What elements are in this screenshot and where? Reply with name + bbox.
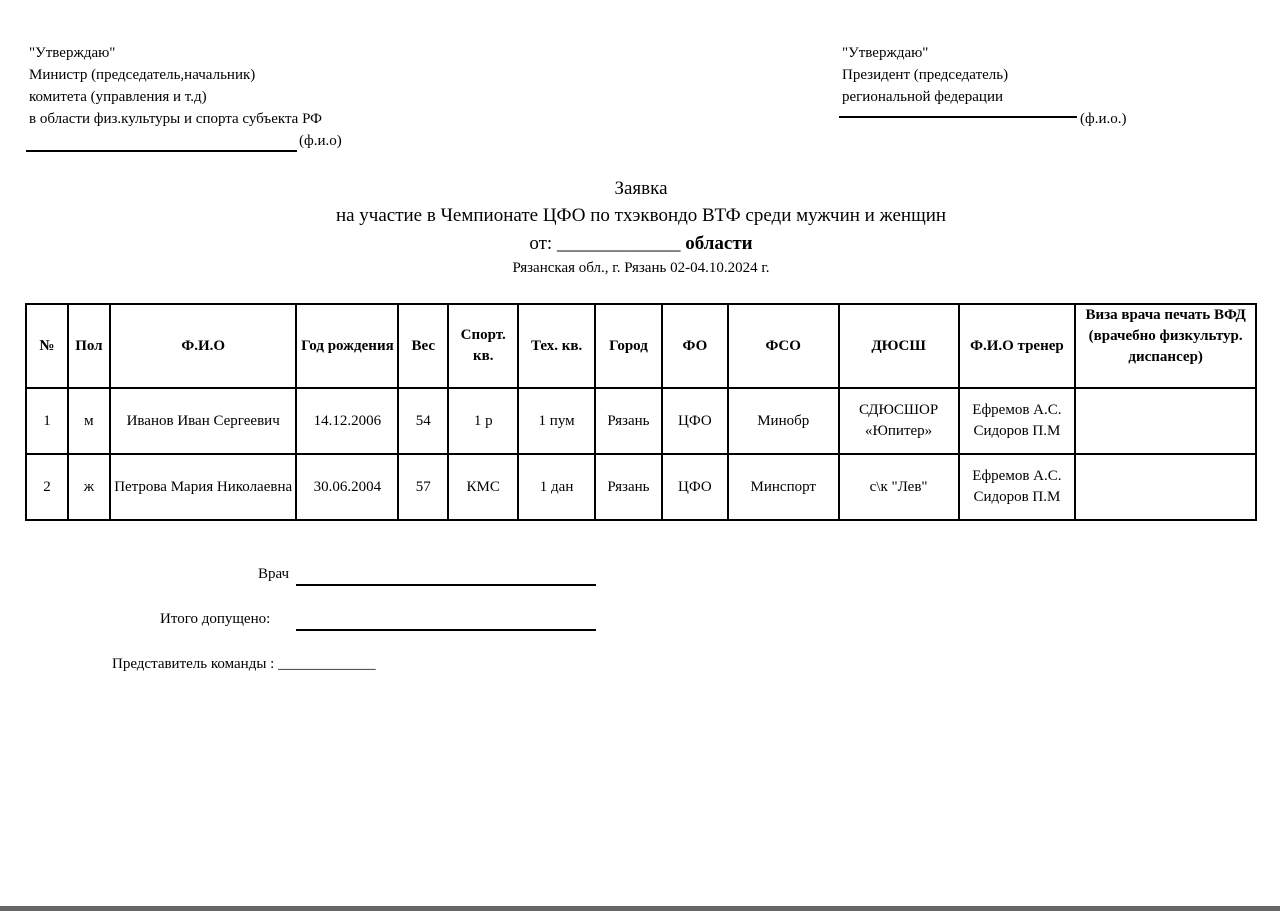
table-row	[26, 388, 1256, 454]
cell-coach	[959, 388, 1076, 454]
cell-city: Рязань	[595, 454, 662, 520]
approve-right-signature-row	[842, 108, 1127, 130]
approve-left-line-2: комитета (управления и т.д)	[29, 89, 207, 105]
approve-left-fio: (ф.и.о)	[299, 133, 342, 149]
cell-name: Иванов Иван Сергеевич	[110, 388, 297, 454]
total-admitted-line	[296, 629, 596, 631]
cell-school: с\к "Лев"	[839, 454, 959, 520]
header-num: №	[26, 304, 68, 388]
cell-sport-rank: 1 р	[448, 388, 518, 454]
header-city: Город	[595, 304, 662, 388]
cell-city: Рязань	[595, 388, 662, 454]
approve-right-line-1: Президент (председатель)	[842, 67, 1009, 83]
coach-primary: Ефремов А.С.	[972, 468, 1062, 484]
location-date: Рязанская обл., г. Рязань 02-04.10.2024 г.	[512, 260, 770, 276]
approve-right-signature-line	[839, 116, 1077, 118]
approve-right-fio: (ф.и.о.)	[1080, 111, 1127, 127]
bottom-border	[0, 906, 1280, 911]
team-representative: Представитель команды : _____________	[112, 656, 376, 672]
cell-sport-rank: КМС	[448, 454, 518, 520]
approve-block-left	[29, 42, 342, 152]
cell-fo: ЦФО	[662, 454, 728, 520]
document-title: Заявка	[614, 178, 668, 199]
approve-left-line-1: Министр (председатель,начальник)	[29, 67, 256, 83]
from-region: области	[685, 233, 753, 254]
cell-sex: ж	[68, 454, 110, 520]
cell-school: СДЮСШОР «Юпитер»	[839, 388, 959, 454]
approve-left-signature-line	[26, 150, 297, 152]
header-fso: ФСО	[728, 304, 839, 388]
document-from-line	[0, 233, 1280, 255]
doctor-signature-line	[296, 584, 596, 586]
roster-table	[25, 303, 1257, 521]
header-sport-rank: Спорт. кв.	[448, 304, 518, 388]
header-fo: ФО	[662, 304, 728, 388]
cell-fso: Минспорт	[728, 454, 839, 520]
header-visa: Виза врача печать ВФД (врачебно физкультур. диспансер)	[1075, 304, 1256, 388]
cell-tech-rank: 1 пум	[518, 388, 595, 454]
from-prefix: от: _____________	[529, 233, 681, 254]
header-sex: Пол	[68, 304, 110, 388]
approve-left-title: "Утверждаю"	[29, 45, 116, 61]
approve-block-right	[842, 42, 1127, 130]
table-header-row	[26, 304, 1256, 388]
cell-num: 2	[26, 454, 68, 520]
cell-weight: 54	[398, 388, 448, 454]
header-tech-rank: Тех. кв.	[518, 304, 595, 388]
approve-left-line-3: в области физ.культуры и спорта субъекта РФ	[29, 111, 323, 127]
approve-left-signature-row	[29, 130, 342, 152]
header-birth: Год рождения	[296, 304, 398, 388]
header-name: Ф.И.О	[110, 304, 297, 388]
coach-secondary: Сидоров П.М	[973, 489, 1061, 505]
document-subtitle: на участие в Чемпионате ЦФО по тхэквондо ВТФ среди мужчин и женщин	[335, 205, 947, 226]
cell-birth: 30.06.2004	[296, 454, 398, 520]
coach-secondary: Сидоров П.М	[973, 423, 1061, 439]
cell-name: Петрова Мария Николаевна	[110, 454, 297, 520]
header-coach: Ф.И.О тренер	[959, 304, 1076, 388]
cell-fso: Минобр	[728, 388, 839, 454]
header-school: ДЮСШ	[839, 304, 959, 388]
cell-birth: 14.12.2006	[296, 388, 398, 454]
coach-primary: Ефремов А.С.	[972, 402, 1062, 418]
approve-right-title: "Утверждаю"	[842, 45, 929, 61]
cell-coach	[959, 454, 1076, 520]
doctor-label: Врач	[258, 566, 290, 582]
cell-visa	[1075, 454, 1256, 520]
approve-right-line-2: региональной федерации	[842, 89, 1003, 105]
cell-tech-rank: 1 дан	[518, 454, 595, 520]
cell-fo: ЦФО	[662, 388, 728, 454]
table-row	[26, 454, 1256, 520]
cell-weight: 57	[398, 454, 448, 520]
total-admitted-label: Итого допущено:	[160, 611, 271, 627]
cell-num: 1	[26, 388, 68, 454]
cell-visa	[1075, 388, 1256, 454]
header-weight: Вес	[398, 304, 448, 388]
cell-sex: м	[68, 388, 110, 454]
